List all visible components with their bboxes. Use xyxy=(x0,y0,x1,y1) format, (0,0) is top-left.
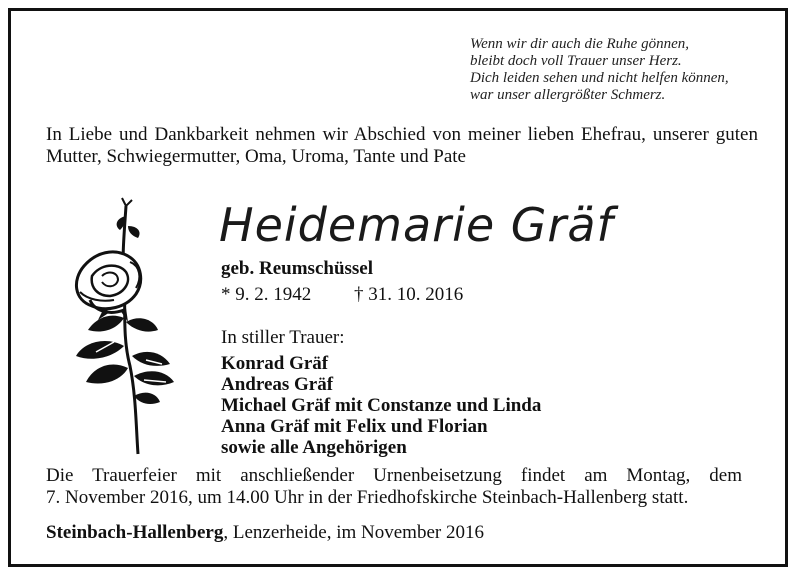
mourners-list xyxy=(221,353,541,458)
life-dates xyxy=(221,284,463,306)
death-date: † 31. 10. 2016 xyxy=(354,284,464,305)
poem-line: Wenn wir dir auch die Ruhe gönnen, xyxy=(470,36,690,52)
birth-date: * 9. 2. 1942 xyxy=(221,284,312,305)
poem-line: war unser allergrößter Schmerz. xyxy=(470,87,666,103)
funeral-line: 7. November 2016, um 14.00 Uhr in der Friedhofskirche Steinbach-Hallenberg statt. xyxy=(46,487,689,508)
poem-line: bleibt doch voll Trauer unser Herz. xyxy=(470,53,682,69)
place-town: Steinbach-Hallenberg xyxy=(46,522,224,543)
mourner-name: sowie alle Angehörigen xyxy=(221,437,407,458)
mourner-name: Michael Gräf mit Constanze und Linda xyxy=(221,395,542,416)
deceased-name: Heidemarie Gräf xyxy=(219,198,614,252)
funeral-notice xyxy=(46,465,742,509)
place-and-date xyxy=(46,522,484,544)
mourners-label: In stiller Trauer: xyxy=(221,327,345,348)
mourner-name: Andreas Gräf xyxy=(221,374,334,395)
poem-line: Dich leiden sehen und nicht helfen können, xyxy=(470,70,729,86)
mourner-name: Konrad Gräf xyxy=(221,353,329,374)
place-rest: , Lenzerheide, im November 2016 xyxy=(223,522,484,543)
maiden-name: geb. Reumschüssel xyxy=(221,258,374,279)
poem xyxy=(470,36,729,104)
intro-text: In Liebe und Dankbarkeit nehmen wir Abschied von meiner lieben Ehefrau, unserer guten Mutter, Schwiegermutter, Oma, Uroma, Tante und Pate xyxy=(46,124,758,167)
funeral-line: Die Trauerfeier mit anschließender Urnenbeisetzung findet am Montag, dem xyxy=(46,465,742,486)
rose-icon xyxy=(44,196,184,463)
mourner-name: Anna Gräf mit Felix und Florian xyxy=(221,416,488,437)
